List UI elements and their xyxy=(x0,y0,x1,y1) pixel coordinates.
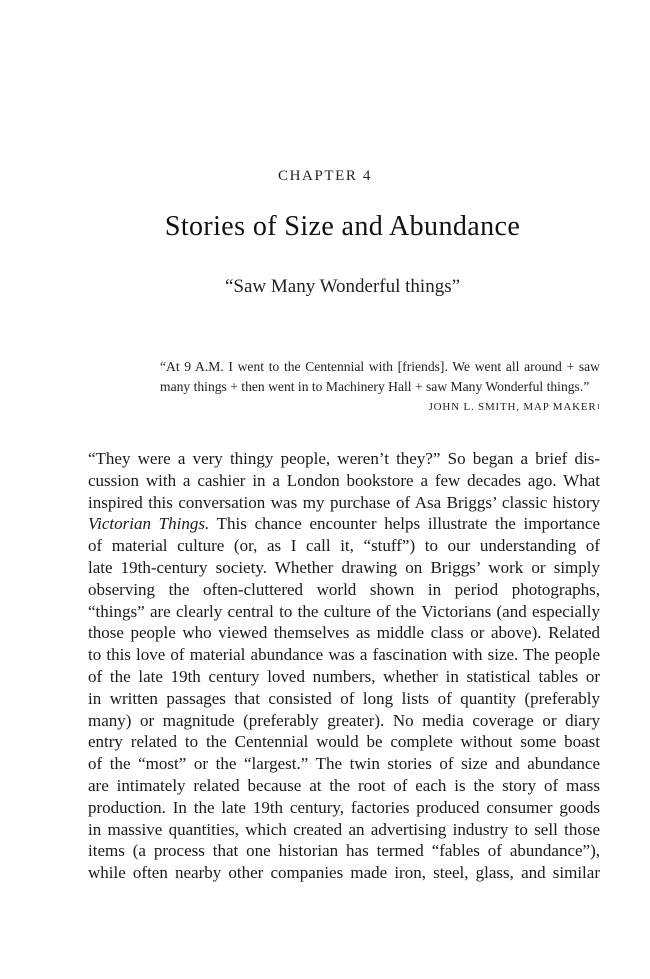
body-line-with-book-title xyxy=(88,513,600,535)
body-paragraph xyxy=(88,448,600,884)
body-line: “They were a very thingy people, weren’t they?” So began a brief dis- xyxy=(88,449,600,468)
body-line: are intimately related because at the root of each is the story of mass xyxy=(88,775,600,795)
chapter-label: CHAPTER 4 xyxy=(278,168,372,184)
body-line: inspired this conversation was my purchase of Asa Briggs’ classic history xyxy=(88,492,600,512)
book-title: Victorian Things. xyxy=(88,514,210,534)
body-line: of material culture (or, as I call it, “stuff”) to our understanding of xyxy=(88,536,600,556)
body-line: observing the often-cluttered world shown in period photographs, xyxy=(88,579,600,599)
body-line: in written passages that consisted of long lists of quantity (preferably xyxy=(88,688,600,708)
body-line: in massive quantities, which created an advertising industry to sell those xyxy=(88,819,600,839)
body-line: entry related to the Centennial would be complete without some boast xyxy=(88,732,600,752)
body-line: while often nearby other companies made iron, steel, glass, and similar xyxy=(88,863,600,883)
body-line: of the late 19th century loved numbers, whether in statistical tables or xyxy=(88,666,600,686)
body-line: cussion with a cashier in a London bookstore a few decades ago. What xyxy=(88,470,600,490)
epigraph-quote: “At 9 A.M. I went to the Centennial with [friends]. We went all around + saw many things + then went in to Machinery Hall + saw Many Wonderful things.” xyxy=(160,359,600,394)
body-line: late 19th-century society. Whether drawing on Briggs’ work or simply xyxy=(88,557,600,577)
epigraph-attribution xyxy=(160,398,600,418)
attribution-text: JOHN L. SMITH, MAP MAKER xyxy=(428,401,597,414)
body-line: production. In the late 19th century, factories produced consumer goods xyxy=(88,797,600,817)
body-line-rest: This chance encounter helps illustrate the importance xyxy=(209,514,600,534)
body-line: “things” are clearly central to the culture of the Victorians (and especially xyxy=(88,601,600,621)
body-line: of the “most” or the “largest.” The twin stories of size and abundance xyxy=(88,754,600,774)
body-line: items (a process that one historian has termed “fables of abundance”), xyxy=(88,841,600,861)
body-line: those people who viewed themselves as middle class or above). Related xyxy=(88,623,600,643)
footnote-marker: 1 xyxy=(596,403,600,412)
body-line: many) or magnitude (preferably greater). No media coverage or diary xyxy=(88,710,600,730)
epigraph xyxy=(160,357,600,418)
chapter-subtitle: “Saw Many Wonderful things” xyxy=(224,276,461,297)
chapter-title: Stories of Size and Abundance xyxy=(164,211,521,242)
body-line: to this love of material abundance was a fascination with size. The people xyxy=(88,645,600,665)
